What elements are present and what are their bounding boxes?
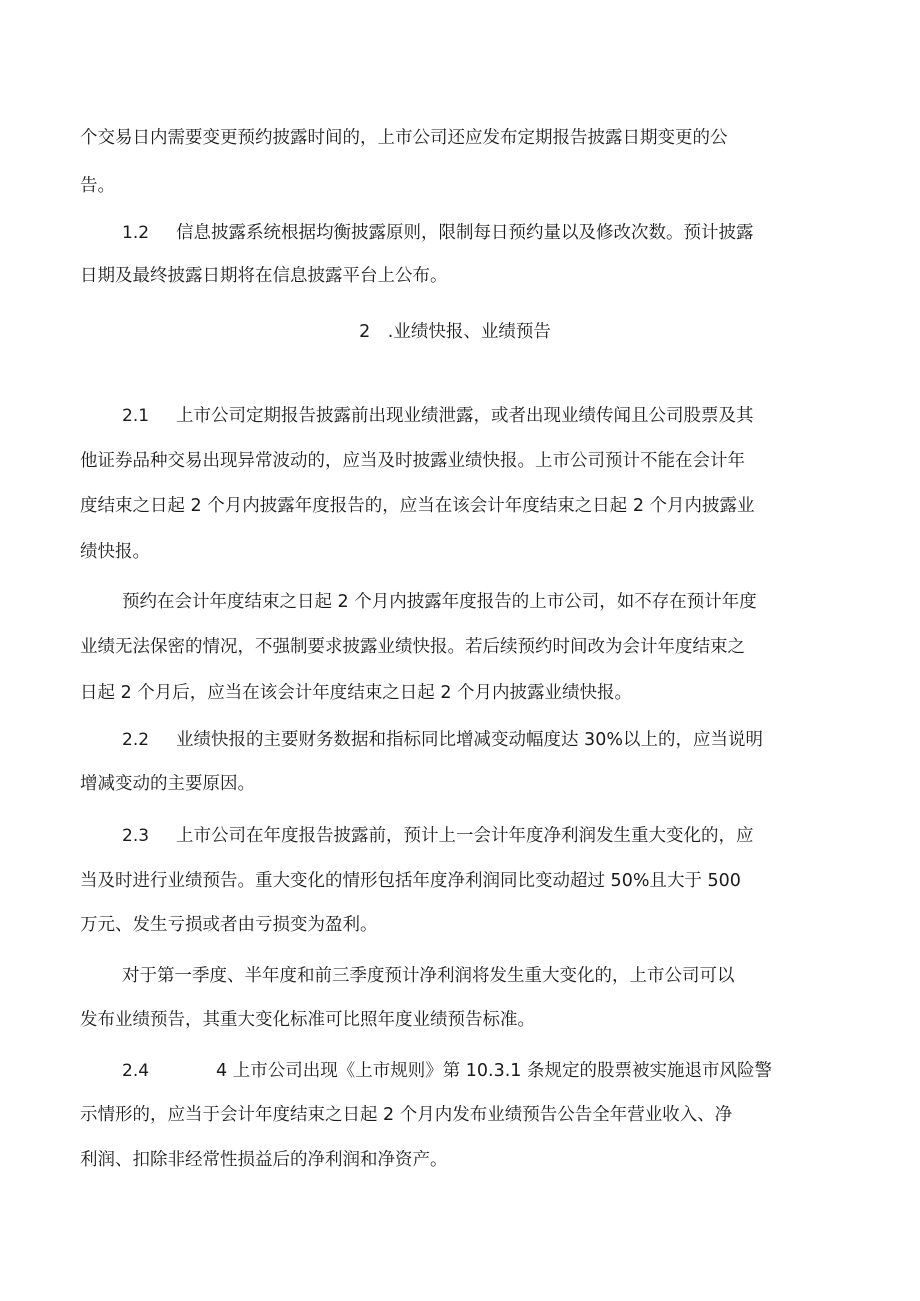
paragraph-line: 业绩快报的主要财务数据和指标同比增减变动幅度达 30%以上的，应当说明 bbox=[176, 730, 763, 750]
paragraph-line: 信息披露系统根据均衡披露原则，限制每日预约量以及修改次数。预计披露 bbox=[176, 223, 754, 243]
paragraph-line: 当及时进行业绩预告。重大变化的情形包括年度净利润同比变动超过 50%且大于 500 bbox=[80, 871, 741, 891]
paragraph-line: 业绩无法保密的情况，不强制要求披露业绩快报。若后续预约时间改为会计年度结束之 bbox=[80, 637, 745, 657]
paragraph-line: 预约在会计年度结束之日起 2 个月内披露年度报告的上市公司，如不存在预计年度 bbox=[122, 592, 757, 612]
paragraph-line: 告。 bbox=[80, 176, 115, 196]
paragraph-line: 日起 2 个月后，应当在该会计年度结束之日起 2 个月内披露业绩快报。 bbox=[80, 683, 633, 703]
paragraph-line: 利润、扣除非经常性损益后的净利润和净资产。 bbox=[80, 1150, 448, 1170]
paragraph-line: 个交易日内需要变更预约披露时间的，上市公司还应发布定期报告披露日期变更的公 bbox=[80, 128, 728, 148]
paragraph-line: 示情形的，应当于会计年度结束之日起 2 个月内发布业绩预告公告全年营业收入、净 bbox=[80, 1105, 733, 1125]
paragraph-line: 绩快报。 bbox=[80, 542, 150, 562]
section-heading: 2 .业绩快报、业绩预告 bbox=[359, 322, 551, 342]
paragraph-line: 增减变动的主要原因。 bbox=[80, 774, 255, 794]
paragraph-line: 日期及最终披露日期将在信息披露平台上公布。 bbox=[80, 266, 448, 286]
paragraph-line: 上市公司定期报告披露前出现业绩泄露，或者出现业绩传闻且公司股票及其 bbox=[176, 406, 754, 426]
paragraph-line: 万元、发生亏损或者由亏损变为盈利。 bbox=[80, 915, 378, 935]
paragraph-line: 发布业绩预告，其重大变化标准可比照年度业绩预告标准。 bbox=[80, 1010, 535, 1030]
section-number: 2.1 bbox=[122, 406, 150, 426]
section-number: 1.2 bbox=[122, 223, 150, 243]
paragraph-line: 上市公司在年度报告披露前，预计上一会计年度净利润发生重大变化的，应 bbox=[176, 826, 754, 846]
section-number: 2.2 bbox=[122, 730, 150, 750]
paragraph-line: 他证券品种交易出现异常波动的，应当及时披露业绩快报。上市公司预计不能在会计年 bbox=[80, 451, 745, 471]
paragraph-line: 对于第一季度、半年度和前三季度预计净利润将发生重大变化的，上市公司可以 bbox=[122, 966, 735, 986]
paragraph-line: 4 上市公司出现《上市规则》第 10.3.1 条规定的股票被实施退市风险警 bbox=[216, 1061, 772, 1081]
section-number: 2.4 bbox=[122, 1061, 150, 1081]
paragraph-line: 度结束之日起 2 个月内披露年度报告的，应当在该会计年度结束之日起 2 个月内披露业 bbox=[80, 496, 755, 516]
section-number: 2.3 bbox=[122, 826, 150, 846]
